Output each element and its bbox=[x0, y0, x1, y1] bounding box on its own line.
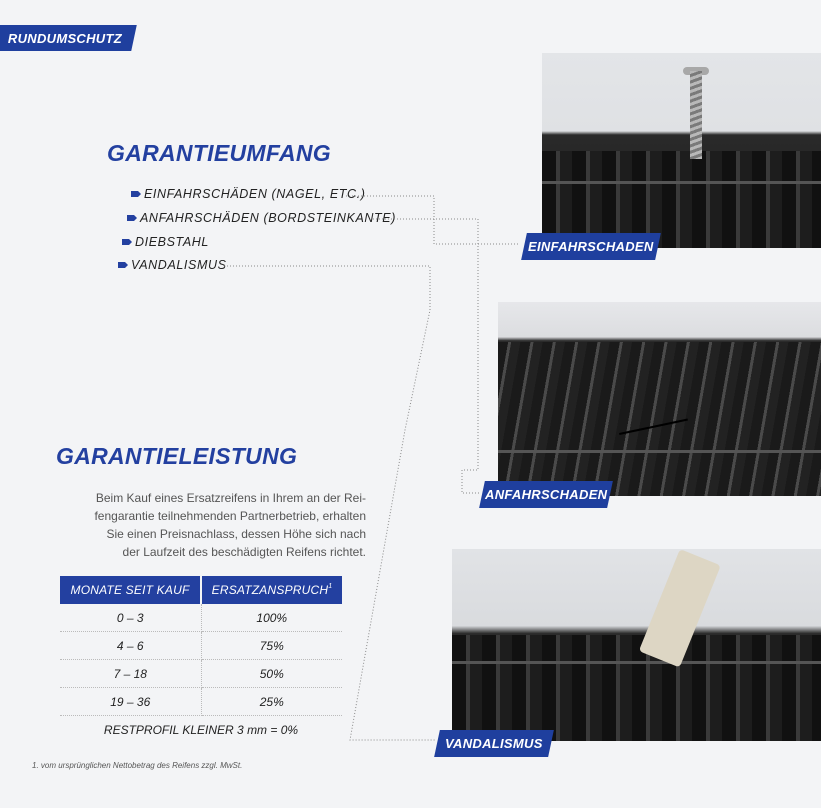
bullet-item-vandalismus: VANDALISMUS bbox=[118, 258, 227, 272]
table-row: 0 – 3 100% bbox=[60, 604, 342, 632]
photo-label-vandalismus: VANDALISMUS bbox=[434, 730, 554, 757]
table-row: 7 – 18 50% bbox=[60, 660, 342, 688]
photo-einfahrschaden bbox=[542, 53, 821, 248]
garantieleistung-heading: GARANTIELEISTUNG bbox=[56, 443, 298, 469]
bullet-item-anfahrschaeden: ANFAHRSCHÄDEN (BORDSTEINKANTE) bbox=[127, 211, 396, 225]
table-header-months: MONATE SEIT KAUF bbox=[60, 576, 201, 604]
garantieumfang-heading: GARANTIEUMFANG bbox=[107, 140, 331, 166]
photo-label-anfahrschaden: ANFAHRSCHADEN bbox=[479, 481, 613, 508]
table-header-row bbox=[60, 576, 342, 604]
table-footer-row: RESTPROFIL KLEINER 3 mm = 0% bbox=[103, 722, 299, 737]
footnote: 1. vom ursprünglichen Nettobetrag des Reifens zzgl. MwSt. bbox=[32, 761, 243, 770]
section-tag: RUNDUMSCHUTZ bbox=[0, 25, 137, 51]
photo-label-einfahrschaden: EINFAHRSCHADEN bbox=[521, 233, 661, 260]
photo-vandalismus bbox=[452, 549, 821, 741]
photo-anfahrschaden bbox=[498, 302, 821, 496]
table-header-claim: ERSATZANSPRUCH$^1$ bbox=[201, 576, 342, 604]
ersatzanspruch-table bbox=[60, 576, 342, 743]
table-row: 4 – 6 75% bbox=[60, 632, 342, 660]
bullet-item-einfahrschaeden: EINFAHRSCHÄDEN (NAGEL, ETC.) bbox=[131, 187, 365, 201]
table-row: 19 – 36 25% bbox=[60, 688, 342, 716]
garantieleistung-description: Beim Kauf eines Ersatzreifens in Ihrem an der Rei- fengarantie teilnehmenden Partnerbetrieb, erhalten Sie einen Preisnachlass, dessen Höhe sich nach der Laufzeit des beschädigten Reifens richtet. bbox=[94, 491, 366, 559]
bullet-item-diebstahl: DIEBSTAHL bbox=[122, 235, 209, 249]
